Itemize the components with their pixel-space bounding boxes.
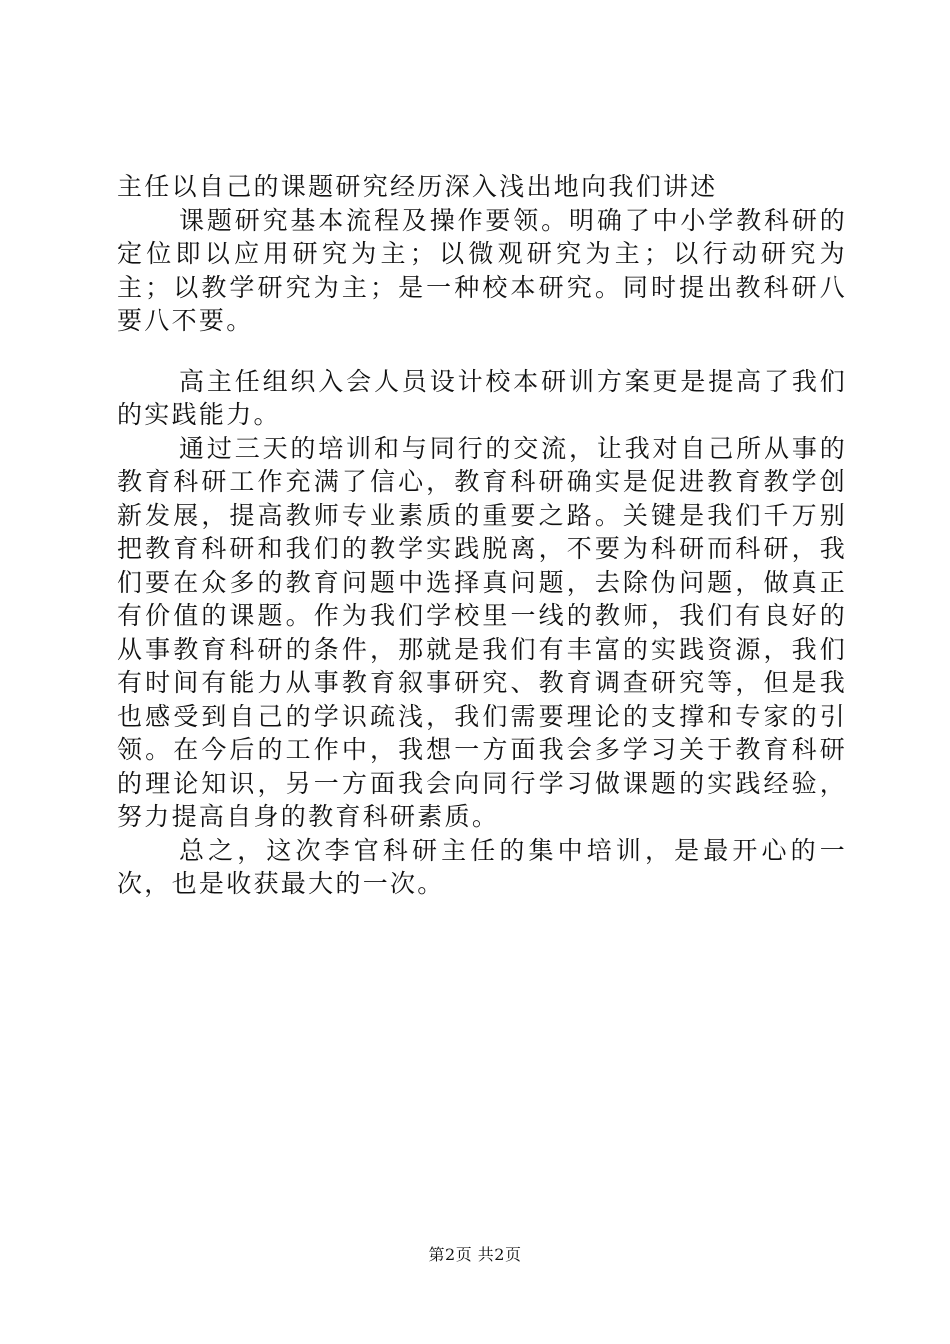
paragraph-4: 通过三天的培训和与同行的交流，让我对自己所从事的教育科研工作充满了信心，教育科研确实是促进教育教学创新发展，提高教师专业素质的重要之路。关键是我们千万别把教育科研和我们的教学实践脱离，不要为科研而科研，我们要在众多的教育问题中选择真问题，去除伪问题，做真正有价值的课题。作为我们学校里一线的教师，我们有良好的从事教育科研的条件，那就是我们有丰富的实践资源，我们有时间有能力从事教育叙事研究、教育调查研究等，但是我也感受到自己的学识疏浅，我们需要理论的支撑和专家的引领。在今后的工作中，我想一方面我会多学习关于教育科研的理论知识，另一方面我会向同行学习做课题的实践经验，努力提高自身的教育科研素质。 (117, 433, 847, 831)
page-number-footer: 第2页 共2页 (428, 1245, 522, 1264)
paragraph-spacer (117, 338, 847, 365)
paragraph-5: 总之，这次李官科研主任的集中培训，是最开心的一次，也是收获最大的一次。 (117, 835, 847, 898)
document-body (117, 170, 847, 901)
paragraph-3: 高主任组织入会人员设计校本研训方案更是提高了我们的实践能力。 (117, 366, 847, 429)
paragraph-2: 课题研究基本流程及操作要领。明确了中小学教科研的定位即以应用研究为主；以微观研究为主；以行动研究为主；以教学研究为主；是一种校本研究。同时提出教科研八要八不要。 (117, 205, 847, 335)
paragraph-1: 主任以自己的课题研究经历深入浅出地向我们讲述 (117, 172, 718, 201)
